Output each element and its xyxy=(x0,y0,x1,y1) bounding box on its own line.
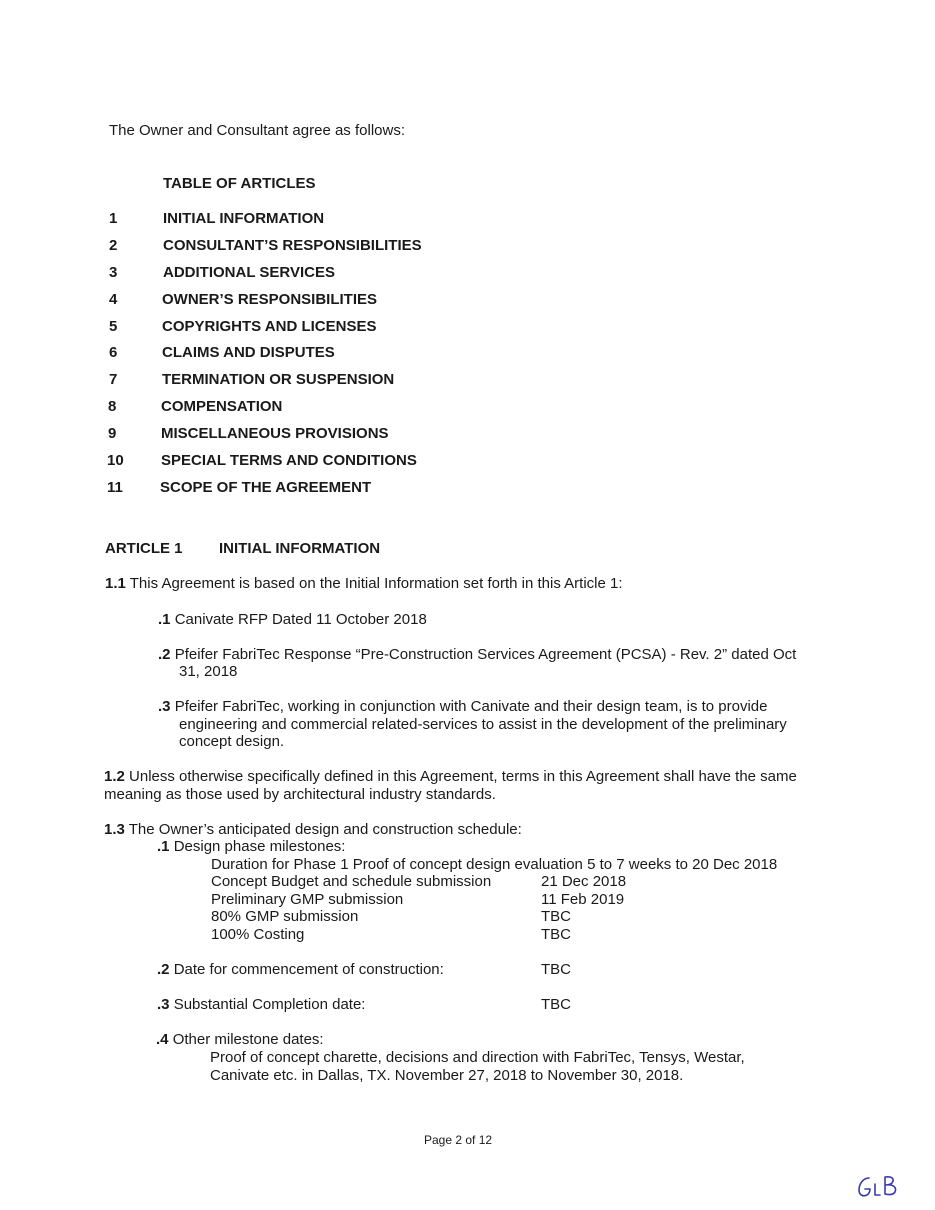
toc-item-number: 10 xyxy=(107,452,124,469)
section-text: The Owner’s anticipated design and construction schedule: xyxy=(128,821,522,838)
toc-item-number: 5 xyxy=(109,318,118,335)
subitem-number: .4 xyxy=(156,1031,169,1048)
toc-item-title: CLAIMS AND DISPUTES xyxy=(162,344,335,361)
toc-item-title: CONSULTANT’S RESPONSIBILITIES xyxy=(163,237,422,254)
toc-item-number: 2 xyxy=(109,237,118,254)
article-label: ARTICLE 1 xyxy=(105,540,183,557)
toc-item-title: COMPENSATION xyxy=(161,398,283,415)
toc-item-title: COPYRIGHTS AND LICENSES xyxy=(162,318,377,335)
section-number: 1.2 xyxy=(104,768,125,785)
completion-label xyxy=(157,996,365,1013)
section-text: Unless otherwise specifically defined in this Agreement, terms in this Agreement shall have the same xyxy=(129,768,797,785)
section-1-1 xyxy=(105,575,623,592)
section-1-3 xyxy=(104,821,522,838)
subitem-text: Pfeifer FabriTec, working in conjunction with Canivate and their design team, is to provide xyxy=(174,698,768,715)
section-1-2 xyxy=(104,768,797,785)
other-milestones-text: Canivate etc. in Dallas, TX. November 27, 2018 to November 30, 2018. xyxy=(210,1067,684,1084)
toc-item-number: 3 xyxy=(109,264,118,281)
toc-item-number: 1 xyxy=(109,210,118,227)
subitem-number: .2 xyxy=(157,961,170,978)
toc-item-title: OWNER’S RESPONSIBILITIES xyxy=(162,291,378,308)
subitem-number: .1 xyxy=(158,611,171,628)
subitem-text: Substantial Completion date: xyxy=(173,996,366,1013)
toc-item-title: SPECIAL TERMS AND CONDITIONS xyxy=(161,452,417,469)
subitem-text-continued: 31, 2018 xyxy=(179,663,238,680)
milestone-value: TBC xyxy=(541,908,571,925)
subitem-text: Date for commencement of construction: xyxy=(173,961,444,978)
page-number: Page 2 of 12 xyxy=(424,1133,493,1147)
toc-item-title: TERMINATION OR SUSPENSION xyxy=(162,371,395,388)
section-number: 1.3 xyxy=(104,821,125,838)
completion-value: TBC xyxy=(541,996,571,1013)
toc-item-title: ADDITIONAL SERVICES xyxy=(163,264,335,281)
toc-item-title: SCOPE OF THE AGREEMENT xyxy=(160,479,372,496)
toc-item-number: 7 xyxy=(109,371,118,388)
toc-item-number: 6 xyxy=(109,344,118,361)
subitem-text: Other milestone dates: xyxy=(172,1031,324,1048)
subitem-number: .1 xyxy=(157,838,170,855)
toc-item-number: 8 xyxy=(108,398,117,415)
toc-item-number: 11 xyxy=(107,479,123,496)
duration-line: Duration for Phase 1 Proof of concept design evaluation 5 to 7 weeks to 20 Dec 2018 xyxy=(211,856,778,873)
milestone-label: 100% Costing xyxy=(211,926,305,943)
toc-heading: TABLE OF ARTICLES xyxy=(163,175,316,192)
section-text: This Agreement is based on the Initial Information set forth in this Article 1: xyxy=(129,575,623,592)
other-milestones-text: Proof of concept charette, decisions and direction with FabriTec, Tensys, Westar, xyxy=(210,1049,745,1066)
commencement-value: TBC xyxy=(541,961,571,978)
commencement-label xyxy=(157,961,444,978)
article-title: INITIAL INFORMATION xyxy=(219,540,381,557)
design-phase-heading xyxy=(157,838,345,855)
section-text-continued: meaning as those used by architectural industry standards. xyxy=(104,786,496,803)
milestone-label: Concept Budget and schedule submission xyxy=(211,873,492,890)
subitem-1-1-2 xyxy=(158,646,796,663)
handwritten-initials xyxy=(855,1172,911,1202)
toc-item-title: MISCELLANEOUS PROVISIONS xyxy=(161,425,389,442)
subitem-text-continued: concept design. xyxy=(179,733,285,750)
section-number: 1.1 xyxy=(105,575,126,592)
toc-item-number: 9 xyxy=(108,425,117,442)
subitem-number: .2 xyxy=(158,646,171,663)
subitem-text: Canivate RFP Dated 11 October 2018 xyxy=(174,611,427,628)
subitem-text: Pfeifer FabriTec Response “Pre-Construction Services Agreement (PCSA) - Rev. 2” dated Oct xyxy=(174,646,797,663)
intro-text: The Owner and Consultant agree as follows: xyxy=(109,122,405,139)
toc-item-number: 4 xyxy=(109,291,118,308)
milestone-value: 11 Feb 2019 xyxy=(541,891,625,908)
subitem-number: .3 xyxy=(157,996,170,1013)
subitem-1-1-3 xyxy=(158,698,768,715)
milestone-value: TBC xyxy=(541,926,571,943)
subitem-text-continued: engineering and commercial related-services to assist in the development of the preliminary xyxy=(179,716,787,733)
toc-item-title: INITIAL INFORMATION xyxy=(163,210,325,227)
milestone-label: Preliminary GMP submission xyxy=(211,891,404,908)
milestone-value: 21 Dec 2018 xyxy=(541,873,627,890)
milestone-label: 80% GMP submission xyxy=(211,908,359,925)
subitem-text: Design phase milestones: xyxy=(173,838,346,855)
other-milestones-heading xyxy=(156,1031,324,1048)
subitem-number: .3 xyxy=(158,698,171,715)
subitem-1-1-1 xyxy=(158,611,427,628)
